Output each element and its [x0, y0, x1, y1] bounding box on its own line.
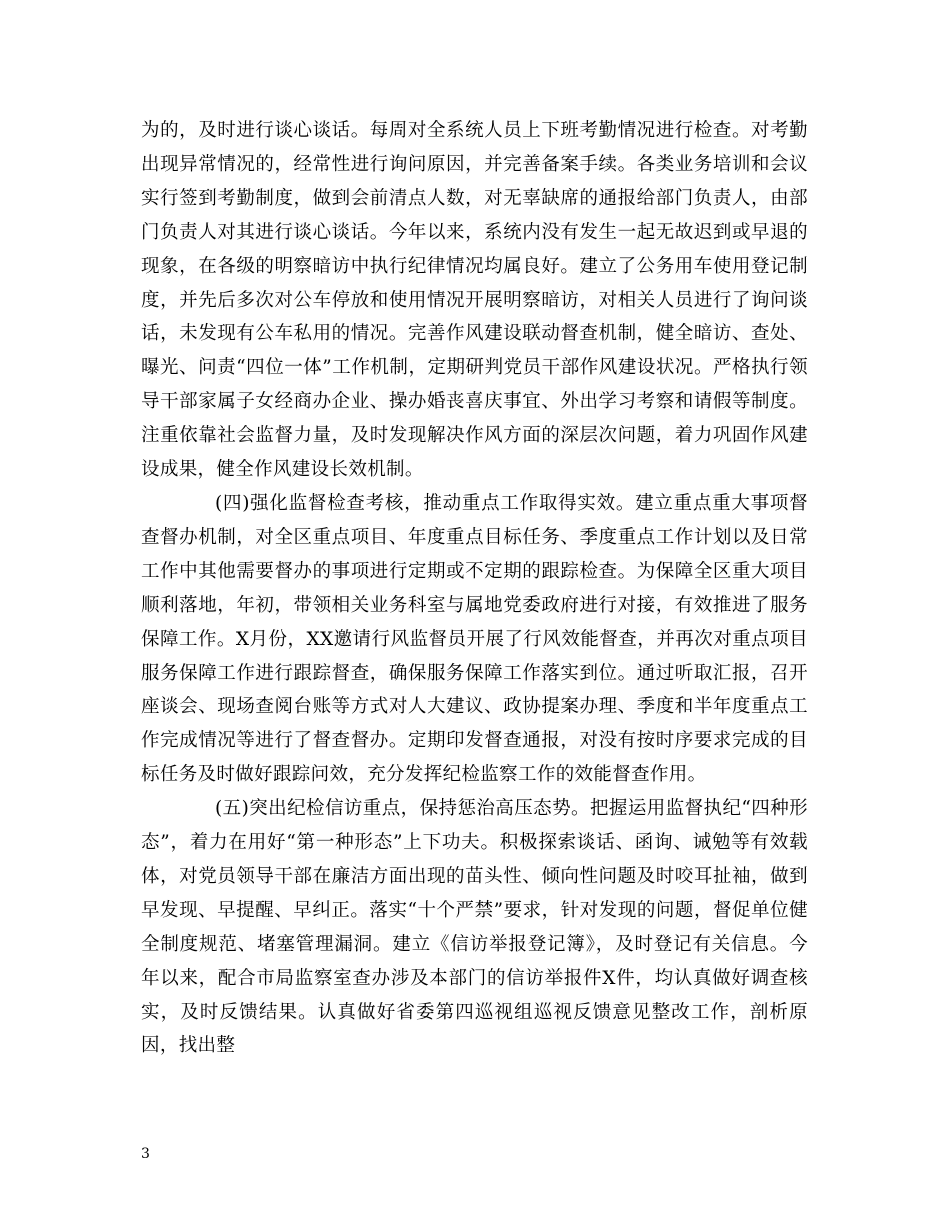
paragraph-section-five: (五)突出纪检信访重点，保持惩治高压态势。把握运用监督执纪“四种形态”，着力在用好“第一种形态”上下功夫。积极探索谈话、函询、诫勉等有效载体，对党员领导干部在廉洁方面出现的苗头性、倾向性问题及时咬耳扯袖，做到早发现、早提醒、早纠正。落实“十个严禁”要求，针对发现的问题，督促单位健全制度规范、堵塞管理漏洞。建立《信访举报登记簿》，及时登记有关信息。今年以来，配合市局监察室查办涉及本部门的信访举报件X件，均认真做好调查核实，及时反馈结果。认真做好省委第四巡视组巡视反馈意见整改工作，剖析原因，找出整	[141, 798, 808, 1057]
paragraph-section-four: (四)强化监督检查考核，推动重点工作取得实效。建立重点重大事项督查督办机制，对全区重点项目、年度重点目标任务、季度重点工作计划以及日常工作中其他需要督办的事项进行定期或不定期的跟踪检查。为保障全区重大项目顺利落地，年初，带领相关业务科室与属地党委政府进行对接，有效推进了服务保障工作。X月份，XX邀请行风监督员开展了行风效能督查，并再次对重点项目服务保障工作进行跟踪督查，确保服务保障工作落实到位。通过听取汇报，召开座谈会、现场查阅台账等方式对人大建议、政协提案办理、季度和半年度重点工作完成情况等进行了督查督办。定期印发督查通报，对没有按时序要求完成的目标任务及时做好跟踪问效，充分发挥纪检监察工作的效能督查作用。	[141, 492, 808, 786]
page-number: 3	[141, 1146, 150, 1162]
body-text	[141, 114, 808, 1063]
paragraph-continuation: 为的，及时进行谈心谈话。每周对全系统人员上下班考勤情况进行检查。对考勤出现异常情况的，经常性进行询问原因，并完善备案手续。各类业务培训和会议实行签到考勤制度，做到会前清点人数，对无辜缺席的通报给部门负责人，由部门负责人对其进行谈心谈话。今年以来，系统内没有发生一起无故迟到或早退的现象，在各级的明察暗访中执行纪律情况均属良好。建立了公务用车使用登记制度，并先后多次对公车停放和使用情况开展明察暗访，对相关人员进行了询问谈话，未发现有公车私用的情况。完善作风建设联动督查机制，健全暗访、查处、曝光、问责“四位一体”工作机制，定期研判党员干部作风建设状况。严格执行领导干部家属子女经商办企业、操办婚丧喜庆事宜、外出学习考察和请假等制度。注重依靠社会监督力量，及时发现解决作风方面的深层次问题，着力巩固作风建设成果，健全作风建设长效机制。	[141, 120, 808, 481]
